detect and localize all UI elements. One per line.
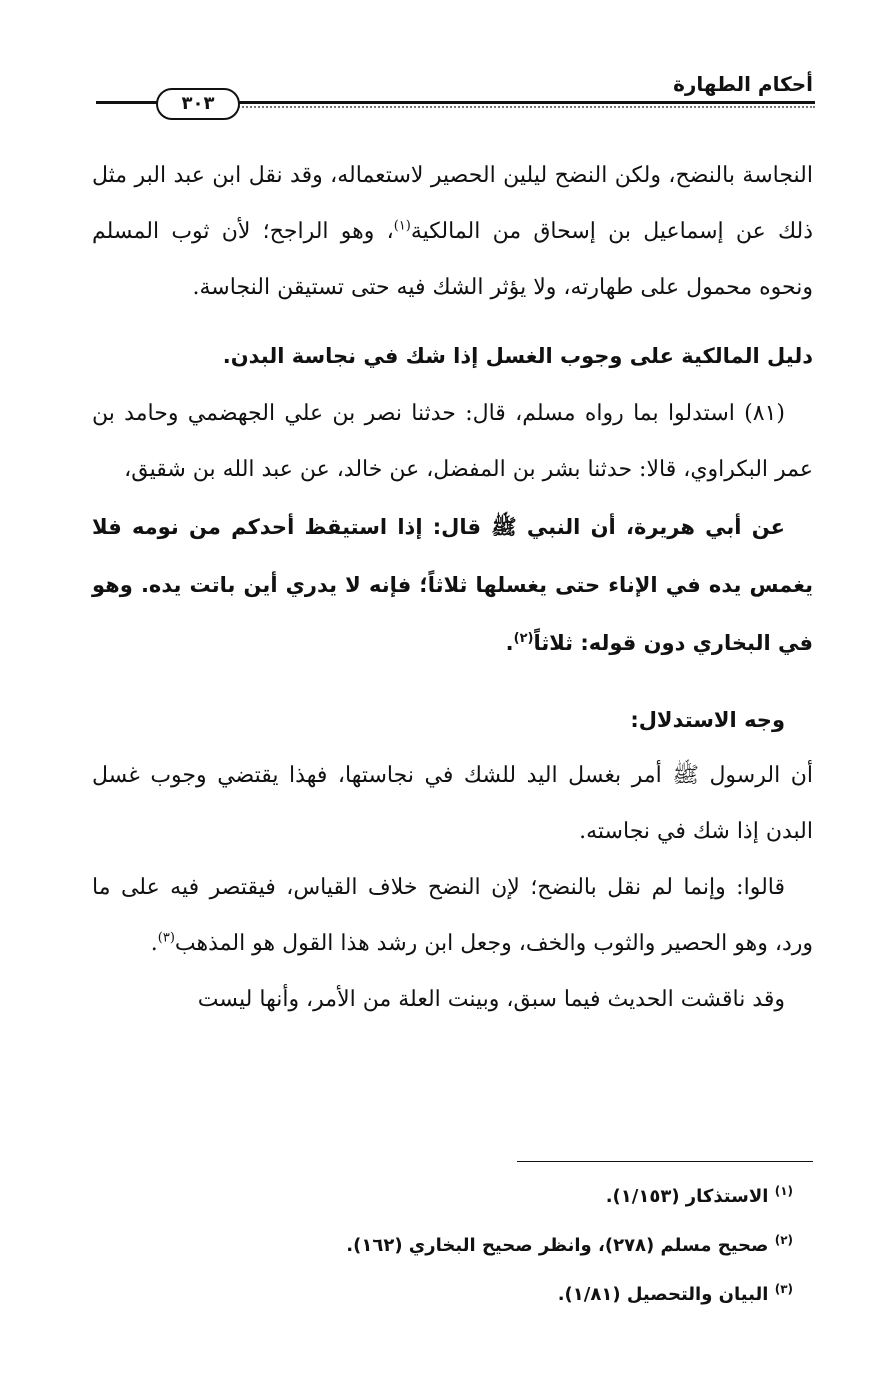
footnote-ref-1: (١) xyxy=(393,218,411,234)
running-header-title: أحكام الطهارة xyxy=(673,72,813,96)
paragraph-objection-text: قالوا: وإنما لم نقل بالنضح؛ لإن النضح خلاف القياس، فيقتصر فيه على ما ورد، وهو الحصير والثوب والخف، وجعل ابن رشد هذا القول هو المذهب xyxy=(92,875,813,956)
footnote-marker: (١) xyxy=(774,1184,793,1198)
footnote-marker: (٢) xyxy=(774,1233,793,1247)
spacer xyxy=(92,316,813,326)
subsection-heading: وجه الاستدلال: xyxy=(630,708,785,732)
footnote-ref-3: (٣) xyxy=(157,930,175,946)
header-dotted-rule xyxy=(235,106,815,108)
section-heading: دليل المالكية على وجوب الغسل إذا شك في نجاسة البدن. xyxy=(222,344,813,368)
footnote-separator xyxy=(517,1161,813,1162)
footnote-1 xyxy=(92,1172,813,1221)
paragraph-hadith-text-body: عن أبي هريرة، أن النبي ﷺ قال: إذا استيقظ أحدكم من نومه فلا يغمس يده في الإناء حتى يغسلها ثلاثاً؛ فإنه لا يدري أين باتت يده. وهو في البخاري دون قوله: ثلاثاً xyxy=(92,515,813,655)
paragraph-1-text: النجاسة بالنضح، ولكن النضح ليلين الحصير لاستعماله، وقد نقل ابن عبد البر مثل ذلك عن إسماعيل بن إسحاق من المالكية xyxy=(92,163,813,244)
footnote-text: صحيح مسلم (٢٧٨)، وانظر صحيح البخاري (١٦٢). xyxy=(346,1235,769,1256)
page-number: ٣٠٣ xyxy=(156,88,240,120)
paragraph-objection xyxy=(92,860,813,972)
paragraph-inference: أن الرسول ﷺ أمر بغسل اليد للشك في نجاستها، فهذا يقتضي وجوب غسل البدن إذا شك في نجاسته. xyxy=(92,763,813,844)
page-body xyxy=(92,148,813,1028)
paragraph-1-tail: ، وهو الراجح؛ لأن ثوب المسلم ونحوه محمول على طهارته، ولا يؤثر الشك فيه حتى تستيقن النجاسة. xyxy=(92,219,813,300)
footnote-text: البيان والتحصيل (١/٨١). xyxy=(557,1284,769,1305)
paragraph-hadith-chain: (٨١) استدلوا بما رواه مسلم، قال: حدثنا نصر بن علي الجهضمي وحامد بن عمر البكراوي، قالا: حدثنا بشر بن المفضل، عن خالد، عن عبد الله بن شقيق، xyxy=(92,401,813,482)
paragraph-hadith-text-tail: . xyxy=(505,631,514,655)
spacer xyxy=(92,672,813,692)
footnote-text: الاستذكار (١/١٥٣). xyxy=(605,1186,769,1207)
footnote-ref-2: (٢) xyxy=(513,631,534,646)
paragraph-hadith-text xyxy=(92,498,813,672)
paragraph-discussion: وقد ناقشت الحديث فيما سبق، وبينت العلة من الأمر، وأنها ليست xyxy=(197,987,785,1012)
footnote-marker: (٣) xyxy=(774,1282,793,1296)
footnote-2 xyxy=(92,1221,813,1270)
footnotes xyxy=(92,1172,813,1319)
paragraph-1 xyxy=(92,148,813,316)
paragraph-objection-tail: . xyxy=(150,931,158,956)
footnote-3 xyxy=(92,1270,813,1319)
